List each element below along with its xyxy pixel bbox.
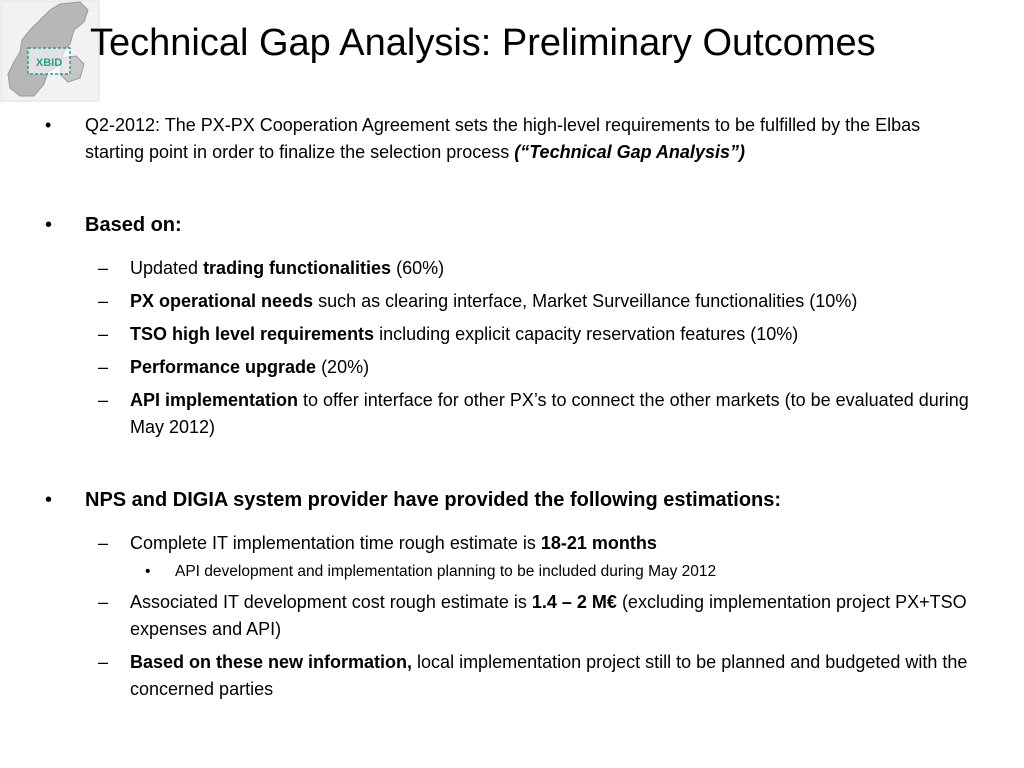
item-rest: local implementation project still to be planned and budgeted with the concerned parties (130, 652, 968, 699)
bullet-2 (40, 212, 980, 239)
item-bold: trading functionalities (203, 258, 392, 278)
dash-mark: – (98, 390, 109, 410)
bullet-2-heading: Based on: (85, 214, 182, 236)
list-item-cost-estimate (40, 589, 980, 643)
bullet-1 (40, 112, 980, 166)
xbid-logo (0, 0, 100, 102)
item-text: Associated IT development cost rough estimate is (130, 592, 532, 612)
list-item-px-needs (40, 288, 980, 315)
sub-item-api-planning (40, 561, 980, 583)
bullet-1-emphasis: (“Technical Gap Analysis”) (514, 142, 745, 162)
bullet-mark: • (145, 563, 151, 580)
item-rest: to offer interface for other PX’s to connect the other markets (to be evaluated during May 2012) (130, 390, 969, 437)
item-rest: (20%) (316, 357, 370, 377)
bullet-mark: • (45, 115, 52, 135)
dash-mark: – (98, 291, 109, 311)
item-bold: API implementation (130, 390, 299, 410)
bullet-3-heading: NPS and DIGIA system provider have provided the following estimations: (85, 489, 782, 511)
sub-item-text: API development and implementation planning to be included during May 2012 (175, 563, 717, 580)
item-rest: including explicit capacity reservation features (10%) (374, 324, 799, 344)
list-item-new-information (40, 649, 980, 703)
item-bold: PX operational needs (130, 291, 314, 311)
list-item-tso (40, 321, 980, 348)
item-rest: (excluding implementation project PX+TSO expenses and API) (130, 592, 967, 639)
item-bold: Performance upgrade (130, 357, 317, 377)
dash-mark: – (98, 652, 109, 672)
slide-content (40, 112, 980, 703)
list-item-trading (40, 255, 980, 282)
bullet-1-text: Q2-2012: The PX-PX Cooperation Agreement sets the high-level requirements to be fulfilled by the Elbas starting point in order to finalize the selection process (85, 115, 921, 162)
item-prefix: Updated (130, 258, 204, 278)
item-rest: such as clearing interface, Market Surveillance functionalities (10%) (313, 291, 858, 311)
dash-mark: – (98, 357, 109, 377)
list-item-api (40, 387, 980, 441)
slide-title: Technical Gap Analysis: Preliminary Outcomes (90, 22, 876, 64)
dash-mark: – (98, 324, 109, 344)
item-bold: 1.4 – 2 M€ (531, 592, 617, 612)
dash-mark: – (98, 533, 109, 553)
item-rest: (60%) (391, 258, 445, 278)
dash-mark: – (98, 258, 109, 278)
bullet-mark: • (45, 489, 53, 511)
xbid-logo-text: XBID (35, 57, 63, 69)
item-bold: TSO high level requirements (130, 324, 375, 344)
item-bold: 18-21 months (540, 533, 657, 553)
item-text: Complete IT implementation time rough estimate is (130, 533, 541, 553)
bullet-3 (40, 487, 980, 514)
item-bold: Based on these new information, (130, 652, 413, 672)
list-item-performance (40, 354, 980, 381)
bullet-mark: • (45, 214, 53, 236)
list-item-time-estimate (40, 530, 980, 557)
dash-mark: – (98, 592, 109, 612)
